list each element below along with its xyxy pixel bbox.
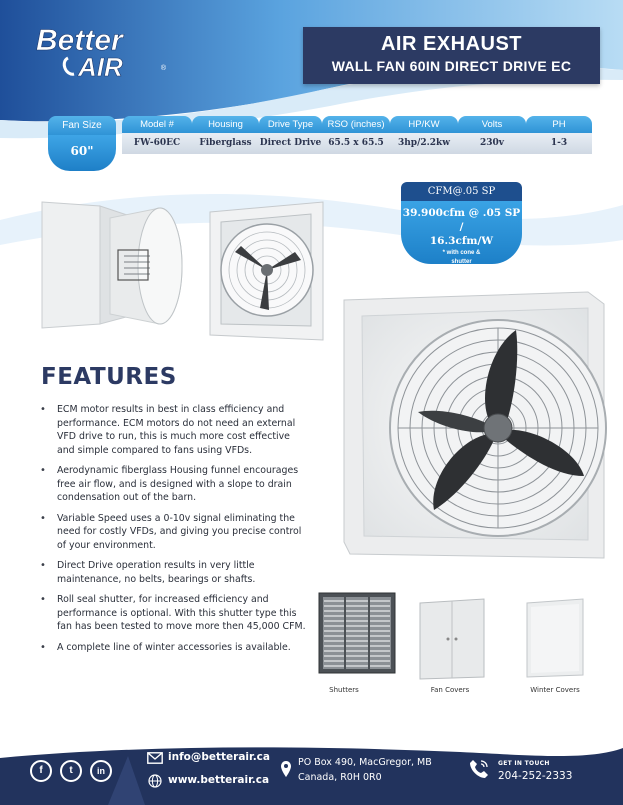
feature-item: • ECM motor results in best in class efficiency and performance. ECM motors do not need an external VFD drive to run, this is much more cost effective and simple compared to fans using VFDs. <box>40 403 310 457</box>
spec-value: 3hp/2.2kw <box>390 133 458 154</box>
page-title: AIR EXHAUST <box>380 33 523 55</box>
email-icon <box>147 752 163 764</box>
spec-label: Model # <box>122 116 192 133</box>
feature-item: • Variable Speed uses a 0-10v signal eliminating the need for costly VFDs, and giving you precise control of your environment. <box>40 512 310 553</box>
spec-label: PH <box>526 116 592 133</box>
feature-item: • Aerodynamic fiberglass Housing funnel encourages free air flow, and is designed with a slope to drain condensation out of the barn. <box>40 464 310 505</box>
svg-text:AIR: AIR <box>78 52 123 82</box>
winter-covers-image <box>525 597 585 679</box>
accessory-label-fan-covers: Fan Covers <box>430 686 470 694</box>
cfm-note-line2: shutter <box>451 259 472 265</box>
twitter-icon[interactable]: t <box>60 760 82 782</box>
spec-label: Housing <box>192 116 259 133</box>
better-air-logo[interactable] <box>30 22 170 82</box>
fan-covers-image <box>418 597 486 681</box>
spec-value: FW-60EC <box>122 133 192 154</box>
spec-value: 1-3 <box>526 133 592 154</box>
registered-mark: ® <box>160 65 166 72</box>
phone-icon <box>468 758 490 780</box>
cfm-body <box>401 201 522 264</box>
footer <box>0 738 623 805</box>
spec-value: 65.5 x 65.5 <box>322 133 390 154</box>
cfm-label: CFM@.05 SP <box>401 182 522 201</box>
footer-address-line1: PO Box 490, MacGregor, MB <box>298 757 432 768</box>
cfm-note-line1: * with cone & <box>442 250 481 256</box>
globe-icon <box>148 774 162 788</box>
location-pin-icon <box>280 760 292 778</box>
spec-label: RSO (inches) <box>322 116 390 133</box>
svg-text:Better: Better <box>36 24 123 57</box>
spec-housing <box>192 116 259 156</box>
spec-fan-size <box>48 116 116 172</box>
footer-touch-label: GET IN TOUCH <box>498 760 550 767</box>
cfm-value-line2: 16.3cfm/W <box>429 235 494 247</box>
spec-label: Volts <box>458 116 526 133</box>
spec-rso <box>322 116 390 156</box>
features-heading: FEATURES <box>41 364 177 390</box>
facebook-icon[interactable]: f <box>30 760 52 782</box>
footer-phone[interactable]: 204-252-2333 <box>498 770 573 782</box>
spec-value: 230v <box>458 133 526 154</box>
spec-volts <box>458 116 526 156</box>
linkedin-icon[interactable]: in <box>90 760 112 782</box>
spec-label: Fan Size <box>48 116 116 135</box>
accessory-label-shutters: Shutters <box>329 686 359 694</box>
fan-main-image <box>338 290 610 560</box>
title-banner <box>303 27 600 84</box>
accessory-label-winter-covers: Winter Covers <box>530 686 580 694</box>
fan-front-angle-image <box>205 200 330 345</box>
page-subtitle: WALL FAN 60IN DIRECT DRIVE EC <box>331 58 572 74</box>
footer-address-line2: Canada, R0H 0R0 <box>298 772 382 783</box>
fan-side-view-image <box>40 196 210 336</box>
spec-drive-type <box>259 116 322 156</box>
spec-value: Direct Drive <box>259 133 322 154</box>
spec-model <box>122 116 192 156</box>
spec-hp-kw <box>390 116 458 156</box>
cfm-value-line1: 39.900cfm @ .05 SP / <box>402 207 521 233</box>
feature-item: • Roll seal shutter, for increased efficiency and performance is optional. With this shutter type this fan has been tested to move more then 45,000 CFM. <box>40 593 310 634</box>
spec-value: 60" <box>48 135 116 171</box>
feature-item: • Direct Drive operation results in very little maintenance, no belts, bearings or shafts. <box>40 559 310 586</box>
spec-value: Fiberglass <box>192 133 259 154</box>
feature-item: • A complete line of winter accessories is available. <box>40 641 310 655</box>
footer-website[interactable]: www.betterair.ca <box>168 774 270 786</box>
spec-label: Drive Type <box>259 116 322 133</box>
shutters-image <box>318 592 396 674</box>
logo-mark <box>30 22 170 82</box>
footer-email[interactable]: info@betterair.ca <box>168 751 270 763</box>
features-list <box>40 403 310 661</box>
spec-phase <box>526 116 592 156</box>
spec-label: HP/KW <box>390 116 458 133</box>
cfm-badge <box>401 182 522 264</box>
